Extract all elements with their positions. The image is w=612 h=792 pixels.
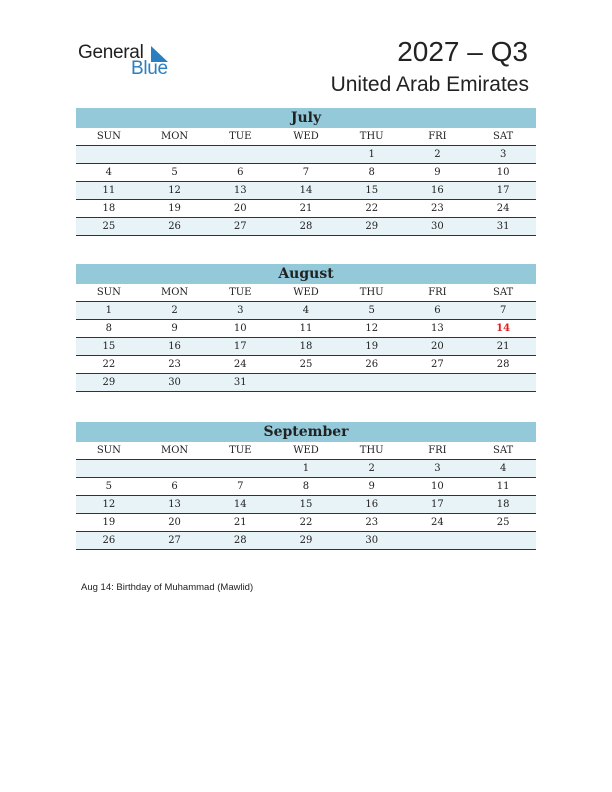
day-cell: 2 xyxy=(434,149,441,160)
day-cell: 18 xyxy=(299,341,313,352)
day-cell: 2 xyxy=(171,305,178,316)
day-cell xyxy=(207,146,273,163)
day-cell: 30 xyxy=(365,535,379,546)
day-cell: 10 xyxy=(431,481,444,492)
month-calendar-july xyxy=(76,108,536,236)
weekday-label: TUE xyxy=(229,131,252,142)
logo-word-blue: Blue xyxy=(131,58,168,79)
month-calendar-september xyxy=(76,422,536,550)
holiday-footnote: Aug 14: Birthday of Muhammad (Mawlid) xyxy=(81,582,254,593)
week-row xyxy=(76,164,536,182)
day-cell: 4 xyxy=(499,463,507,474)
day-cell: 20 xyxy=(431,341,444,352)
page-title: 2027 – Q3 xyxy=(397,36,528,67)
day-cell: 11 xyxy=(299,323,313,334)
day-cell: 13 xyxy=(168,499,181,510)
logo-word-general: General xyxy=(78,42,144,63)
month-header: July xyxy=(76,108,536,128)
day-cell xyxy=(470,532,536,549)
day-cell: 19 xyxy=(168,203,181,214)
day-cell: 16 xyxy=(168,341,181,352)
weekday-label: THU xyxy=(359,287,384,298)
weekday-header-row xyxy=(76,284,536,302)
day-cell: 1 xyxy=(368,149,375,160)
day-cell: 6 xyxy=(434,305,441,316)
day-cell: 29 xyxy=(299,535,313,546)
day-cell: 22 xyxy=(365,203,379,214)
day-cell: 3 xyxy=(237,305,244,316)
day-cell: 21 xyxy=(233,517,247,528)
day-cell: 27 xyxy=(431,359,444,370)
weekday-header-row xyxy=(76,442,536,460)
day-cell: 30 xyxy=(168,377,181,388)
day-cell: 13 xyxy=(233,185,247,196)
day-cell: 5 xyxy=(171,167,178,178)
day-cell: 29 xyxy=(365,221,379,232)
weekday-label: THU xyxy=(359,131,384,142)
day-cell: 15 xyxy=(299,499,313,510)
weekday-label: SAT xyxy=(493,445,514,456)
day-cell: 30 xyxy=(431,221,444,232)
weekday-label: FRI xyxy=(428,287,447,298)
day-cell: 7 xyxy=(237,481,244,492)
day-cell: 25 xyxy=(496,517,510,528)
week-row xyxy=(76,146,536,164)
day-cell: 10 xyxy=(233,323,247,334)
day-cell: 1 xyxy=(105,305,113,316)
weekday-label: MON xyxy=(160,287,189,298)
day-cell xyxy=(405,374,471,391)
day-cell: 8 xyxy=(302,481,310,492)
day-cell xyxy=(207,460,273,477)
day-cell: 11 xyxy=(102,185,116,196)
day-cell: 4 xyxy=(105,167,113,178)
month-calendar-august xyxy=(76,264,536,392)
day-cell xyxy=(339,374,405,391)
weekday-label: SUN xyxy=(96,131,121,142)
month-header: September xyxy=(76,422,536,442)
weekday-label: WED xyxy=(293,287,319,298)
weekday-label: FRI xyxy=(428,445,447,456)
day-cell: 27 xyxy=(168,535,181,546)
day-cell: 16 xyxy=(431,185,444,196)
day-cell: 7 xyxy=(499,305,507,316)
day-cell: 5 xyxy=(368,305,375,316)
day-cell: 5 xyxy=(105,481,113,492)
day-cell: 20 xyxy=(233,203,247,214)
day-cell: 6 xyxy=(171,481,178,492)
day-cell xyxy=(273,146,339,163)
day-cell: 31 xyxy=(233,377,247,388)
day-cell: 9 xyxy=(434,167,441,178)
day-cell: 27 xyxy=(233,221,247,232)
day-cell: 24 xyxy=(496,203,510,214)
day-cell: 14 xyxy=(299,185,313,196)
week-row xyxy=(76,302,536,320)
day-cell: 12 xyxy=(365,323,379,334)
day-cell: 16 xyxy=(365,499,379,510)
day-cell: 17 xyxy=(233,341,247,352)
weekday-label: TUE xyxy=(229,445,252,456)
day-cell: 2 xyxy=(368,463,375,474)
day-cell: 21 xyxy=(299,203,313,214)
day-cell: 17 xyxy=(431,499,444,510)
day-cell: 14 xyxy=(233,499,247,510)
day-cell: 23 xyxy=(168,359,181,370)
day-cell: 3 xyxy=(434,463,441,474)
day-cell: 4 xyxy=(302,305,310,316)
week-row xyxy=(76,374,536,392)
country-subtitle: United Arab Emirates xyxy=(330,73,529,96)
day-cell: 25 xyxy=(299,359,313,370)
day-cell: 19 xyxy=(102,517,116,528)
week-row xyxy=(76,478,536,496)
month-header: August xyxy=(76,264,536,284)
day-cell xyxy=(142,460,208,477)
day-cell: 24 xyxy=(431,517,444,528)
day-cell: 28 xyxy=(233,535,247,546)
day-cell: 20 xyxy=(168,517,181,528)
day-cell: 23 xyxy=(365,517,379,528)
week-row xyxy=(76,200,536,218)
week-row xyxy=(76,460,536,478)
day-cell: 15 xyxy=(102,341,116,352)
day-cell: 22 xyxy=(299,517,313,528)
day-cell: 18 xyxy=(496,499,510,510)
day-cell: 28 xyxy=(299,221,313,232)
day-cell: 11 xyxy=(496,481,510,492)
week-row xyxy=(76,320,536,338)
day-cell xyxy=(76,146,142,163)
weekday-label: MON xyxy=(160,131,189,142)
week-row xyxy=(76,338,536,356)
day-cell: 1 xyxy=(302,463,310,474)
day-cell: 26 xyxy=(168,221,181,232)
day-cell: 3 xyxy=(499,149,507,160)
day-cell xyxy=(470,374,536,391)
day-cell: 12 xyxy=(102,499,116,510)
day-cell: 26 xyxy=(365,359,379,370)
day-cell: 8 xyxy=(105,323,113,334)
day-cell: 24 xyxy=(233,359,247,370)
day-cell: 13 xyxy=(431,323,444,334)
day-cell: 23 xyxy=(431,203,444,214)
day-cell xyxy=(405,532,471,549)
generalblue-logo xyxy=(78,42,178,82)
day-cell: 21 xyxy=(496,341,510,352)
day-cell: 6 xyxy=(237,167,244,178)
weekday-label: SAT xyxy=(493,131,514,142)
day-cell: 10 xyxy=(496,167,510,178)
weekday-label: THU xyxy=(359,445,384,456)
weekday-label: WED xyxy=(293,445,319,456)
day-cell: 7 xyxy=(302,167,310,178)
day-cell: 29 xyxy=(102,377,116,388)
day-cell: 9 xyxy=(368,481,375,492)
day-cell: 8 xyxy=(368,167,375,178)
day-cell: 31 xyxy=(496,221,510,232)
week-row xyxy=(76,496,536,514)
weekday-label: SUN xyxy=(96,287,121,298)
weekday-label: TUE xyxy=(229,287,252,298)
day-cell xyxy=(142,146,208,163)
day-cell: 18 xyxy=(102,203,116,214)
day-cell: 19 xyxy=(365,341,379,352)
holiday-day-cell: 14 xyxy=(496,323,511,334)
week-row xyxy=(76,356,536,374)
day-cell: 12 xyxy=(168,185,181,196)
week-row xyxy=(76,514,536,532)
week-row xyxy=(76,532,536,550)
day-cell: 17 xyxy=(496,185,510,196)
weekday-label: WED xyxy=(293,131,319,142)
day-cell: 22 xyxy=(102,359,116,370)
day-cell: 15 xyxy=(365,185,379,196)
day-cell: 25 xyxy=(102,221,116,232)
weekday-header-row xyxy=(76,128,536,146)
weekday-label: SAT xyxy=(493,287,514,298)
week-row xyxy=(76,218,536,236)
weekday-label: SUN xyxy=(96,445,121,456)
weekday-label: FRI xyxy=(428,131,447,142)
day-cell xyxy=(76,460,142,477)
day-cell: 28 xyxy=(496,359,510,370)
day-cell xyxy=(273,374,339,391)
weekday-label: MON xyxy=(160,445,189,456)
day-cell: 26 xyxy=(102,535,116,546)
week-row xyxy=(76,182,536,200)
day-cell: 9 xyxy=(171,323,178,334)
